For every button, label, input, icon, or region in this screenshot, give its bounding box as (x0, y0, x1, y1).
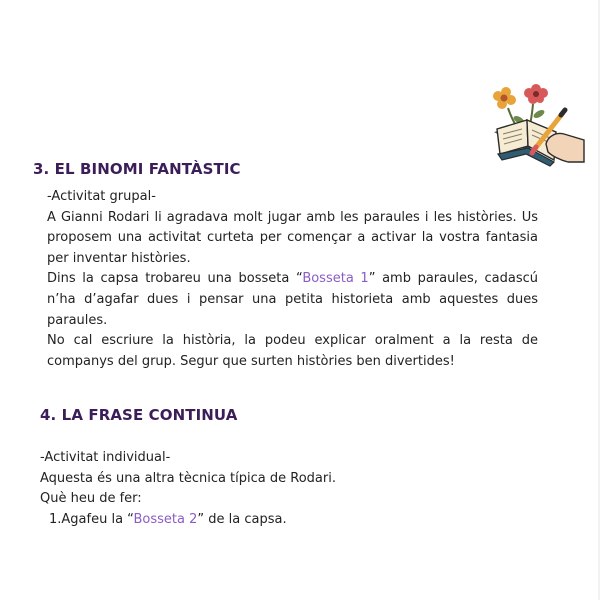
section-heading-binomi: 3. EL BINOMI FANTÀSTIC (33, 160, 241, 178)
list-number: 1. (49, 511, 62, 527)
section-body-binomi (47, 187, 538, 372)
paragraph: Què heu de fer: (40, 491, 142, 507)
paragraph: Dins la capsa trobareu una bosseta “Bosseta 1” amb paraules, cadascú n’ha d’agafar dues i pensar una petita historieta amb aquestes dues paraules. (47, 271, 538, 328)
activity-type-label: -Activitat grupal- (47, 189, 156, 204)
section-body-frase (40, 448, 560, 530)
section-heading-frase: 4. LA FRASE CONTINUA (40, 406, 238, 424)
paragraph: Aquesta és una altra tècnica típica de Rodari. (40, 470, 336, 486)
bosseta-1-highlight: Bosseta 1 (302, 271, 369, 287)
bosseta-2-highlight: Bosseta 2 (133, 511, 198, 527)
paragraph: No cal escriure la història, la podeu explicar oralment a la resta de companys del grup. Segur que surten històries ben divertides! (47, 333, 538, 369)
paragraph: A Gianni Rodari li agradava molt jugar amb les paraules i les històries. Us proposem una activitat curteta per començar a activar la vostra fantasia per inventar històries. (47, 209, 538, 266)
list-item: 1.Agafeu la “Bosseta 2” de la capsa. (49, 511, 287, 527)
book-flowers-writing-hand-icon (488, 80, 588, 172)
activity-type-label: -Activitat individual- (40, 450, 171, 465)
